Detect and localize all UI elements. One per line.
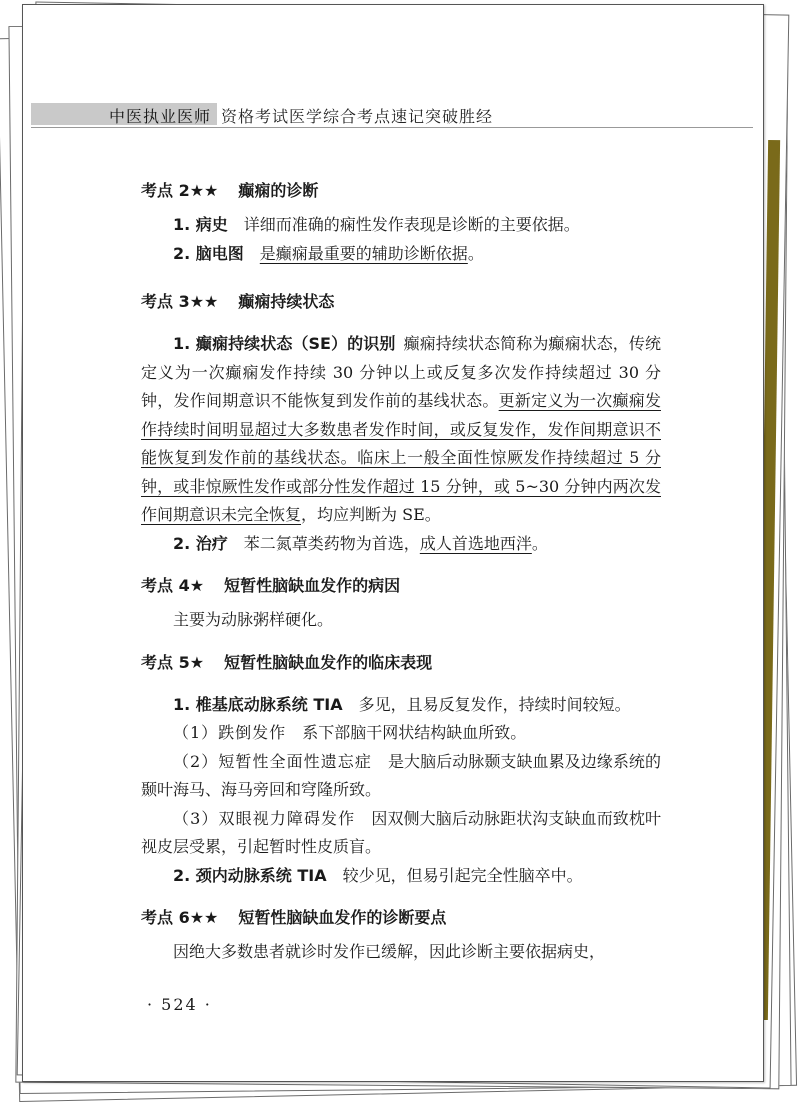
paragraph (141, 530, 661, 559)
item-label: 1. 椎基底动脉系统 TIA (173, 694, 343, 714)
section-title: 癫痫持续状态 (238, 292, 335, 311)
paragraph (141, 691, 661, 720)
section-heading (141, 898, 661, 938)
section-heading (141, 566, 661, 606)
paragraph (141, 719, 661, 748)
underlined-text: 成人首选地西泮 (419, 533, 532, 553)
header-subtitle: 资格考试医学综合考点速记突破胜经 (221, 107, 494, 126)
section-title: 短暂性脑缺血发作的病因 (224, 576, 401, 595)
item-label: 2. 脑电图 (173, 243, 244, 263)
item-text: 苯二氮䓬类药物为首选， (243, 533, 420, 553)
item-text: 较少见，但易引起完全性脑卒中。 (342, 865, 583, 885)
item-text: 详细而准确的痫性发作表现是诊断的主要依据。 (243, 215, 580, 234)
item-text: 系下部脑干网状结构缺血所致。 (302, 723, 527, 742)
item-text: 多见，且易反复发作，持续时间较短。 (358, 694, 631, 714)
header-rule (31, 127, 753, 128)
item-text: 。 (467, 243, 484, 263)
paragraph (141, 862, 661, 891)
section-number: 考点 3★★ (141, 292, 219, 311)
page-number: · 524 · (147, 995, 212, 1014)
section-number: 考点 4★ (141, 576, 205, 595)
paragraph: 主要为动脉粥样硬化。 (173, 610, 334, 629)
subitem-label: （2）短暂性全面性遗忘症 (173, 751, 372, 771)
section-number: 考点 5★ (141, 652, 205, 672)
item-label: 1. 病史 (173, 215, 228, 234)
paragraph (141, 211, 661, 240)
item-label: 2. 颈内动脉系统 TIA (173, 865, 327, 885)
section-heading (141, 643, 661, 683)
section-heading (141, 171, 661, 211)
section-heading (141, 282, 661, 322)
subitem-label: （1）跌倒发作 (173, 723, 287, 742)
section-title: 短暂性脑缺血发作的诊断要点 (238, 908, 447, 927)
paragraph: 因绝大多数患者就诊时发作已缓解，因此诊断主要依据病史， (173, 942, 606, 961)
paragraph (141, 805, 661, 862)
section-number: 考点 2★★ (141, 181, 219, 200)
section-number: 考点 6★★ (141, 908, 219, 927)
item-label: 1. 癫痫持续状态（SE）的识别 (173, 334, 396, 353)
item-text: 因双侧大脑后动脉距状沟支缺血而致枕叶视皮层受累，引起暂时性皮质盲。 (141, 808, 661, 856)
section-title: 短暂性脑缺血发作的临床表现 (224, 652, 433, 672)
book-page (22, 4, 764, 1082)
item-text: 。 (531, 533, 548, 553)
page-content (141, 171, 661, 967)
underlined-text: 更新定义为一次癫痫发作持续时间明显超过大多数患者发作时间，或反复发作，发作间期意识不能恢复到发作前的基线状态。临床上一般全面性惊厥发作持续超过 5 分钟，或非惊厥性发作或部分性发作超过 15 分钟，或 5~30 分钟内两次发作间期意识未完全恢复 (141, 391, 661, 524)
paragraph (141, 748, 661, 805)
item-text: ，均应判断为 SE。 (301, 505, 441, 524)
item-text: 是大脑后动脉颞支缺血累及边缘系统的颞叶海马、海马旁回和穹隆所致。 (141, 751, 661, 799)
paragraph (141, 330, 661, 530)
section-title: 癫痫的诊断 (238, 181, 319, 200)
header-title: 中医执业医师 (109, 107, 212, 126)
paragraph (141, 240, 661, 269)
item-label: 2. 治疗 (173, 533, 228, 553)
subitem-label: （3）双眼视力障碍发作 (173, 808, 356, 828)
item-text: 癫痫持续状态简称为癫痫状态，传统定义为一次癫痫发作持续 30 分钟以上或反复多次发作持续超过 30 分钟，发作间期意识不能恢复到发作前的基线状态。 (141, 334, 661, 410)
underlined-text: 是癫痫最重要的辅助诊断依据 (259, 243, 468, 263)
